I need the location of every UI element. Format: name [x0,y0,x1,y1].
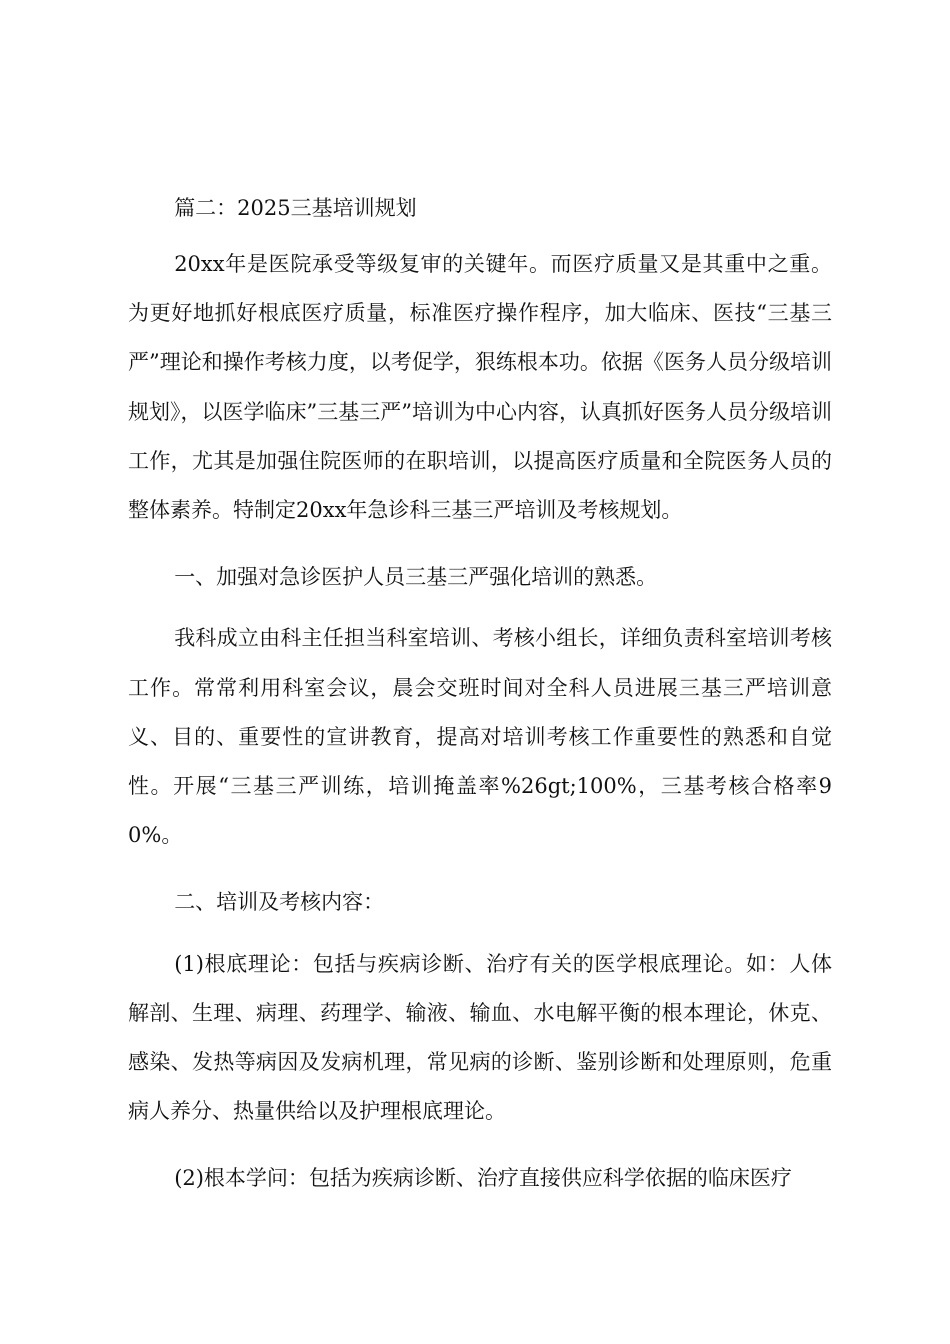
paragraph-section-1-body: 我科成立由科主任担当科室培训、考核小组长，详细负责科室培训考核工作。常常利用科室会议，晨会交班时间对全科人员进展三基三严培训意义、目的、重要性的宣讲教育，提高对培训考核工作重要性的熟悉和自觉性。开展“三基三严训练，培训掩盖率%26gt;100%，三基考核合格率90%。 [128,626,832,848]
document-title: 篇二：2025三基培训规划 [174,196,417,220]
paragraph-section-1-heading: 一、加强对急诊医护人员三基三严强化培训的熟悉。 [174,565,658,590]
paragraph-section-2-heading: 二、培训及考核内容： [174,890,385,915]
document-body [128,186,832,1222]
paragraph-basic-theory: (1)根底理论：包括与疾病诊断、治疗有关的医学根底理论。如：人体解剖、生理、病理、药理学、输液、输血、水电解平衡的根本理论，休克、感染、发热等病因及发病机理，常见病的诊断、鉴别诊断和处理原则，危重病人养分、热量供给以及护理根底理论。 [128,951,832,1124]
paragraph-intro: 20xx年是医院承受等级复审的关键年。而医疗质量又是其重中之重。为更好地抓好根底医疗质量，标准医疗操作程序，加大临床、医技“三基三严”理论和操作考核力度，以考促学，狠练根本功。依据《医务人员分级培训规划》，以医学临床”三基三严”培训为中心内容，认真抓好医务人员分级培训工作，尤其是加强住院医师的在职培训，以提高医疗质量和全院医务人员的整体素养。特制定20xx年急诊科三基三严培训及考核规划。 [128,252,832,523]
paragraph-basic-knowledge: (2)根本学问：包括为疾病诊断、治疗直接供应科学依据的临床医疗 [174,1166,792,1191]
